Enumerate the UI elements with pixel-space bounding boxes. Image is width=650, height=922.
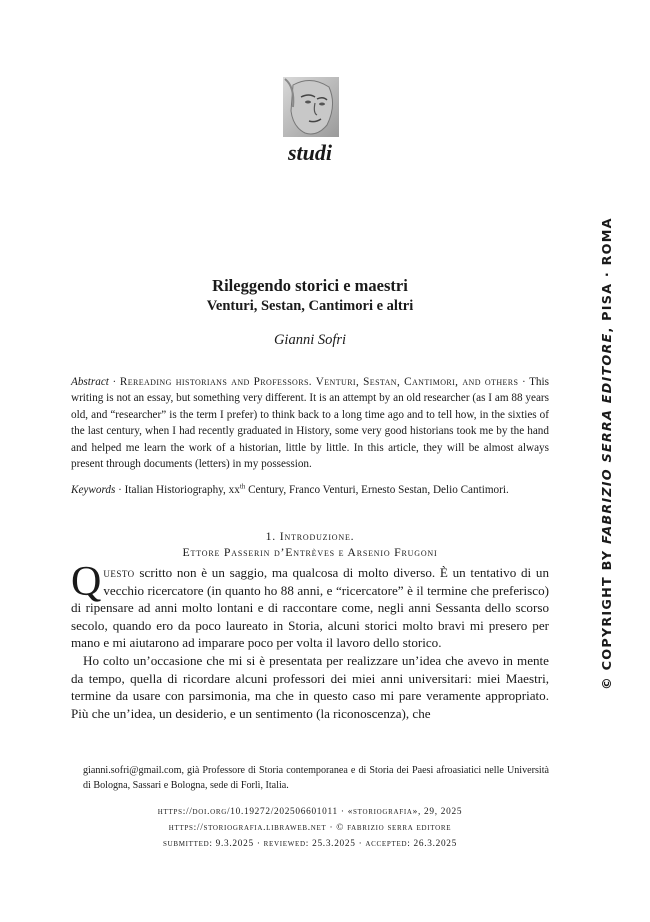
body-paragraph-1 (71, 559, 549, 652)
section-heading-title: Ettore Passerin d’Entrèves e Arsenio Frugoni (182, 545, 438, 559)
abstract-english-title: Rereading historians and Professors. Venturi, Sestan, Cantimori, and others (119, 376, 519, 388)
dates-line: submitted: 9.3.2025 · reviewed: 25.3.2025 · accepted: 26.3.2025 (163, 839, 457, 849)
keywords (71, 482, 549, 498)
keywords-label: Keywords (71, 484, 116, 496)
abstract-text: · This writing is not an essay, but something very different. It is an attempt by an old researcher (as I am 88 years old, and “researcher” is the term I prefer) to think back to a long time ago and to tell how, in the sixties of the last century, when I had recently graduated in History, some very good historians took me by the hand and helped me learn the work of a historian, little by little. In this article, they will be almost always present through documents (letters) in my possession. (71, 376, 549, 471)
website-line: https://storiografia.libraweb.net · © fabrizio serra editore (168, 823, 452, 833)
copyright-publisher: FABRIZIO SERRA EDITORE (600, 332, 615, 545)
body-paragraph-2: Ho colto un’occasione che mi si è presentata per realizzare un’idea che avevo in mente da tempo, quella di ricordare alcuni professori dei miei anni universitari: miei Maestri, termine da usare con parsimonia, ma che in questo caso mi pare veramente appropriato. Più che un’idea, un desiderio, e un sentimento (la riconoscenza), che (71, 652, 549, 721)
keywords-text-before: · Italian Historiography, xx (115, 484, 240, 496)
keywords-superscript: th (239, 482, 246, 491)
abstract-label: Abstract (71, 376, 109, 388)
copyright-notice (600, 210, 615, 690)
copyright-suffix: , PISA · ROMA (600, 217, 615, 333)
copyright-prefix: © COPYRIGHT BY (600, 544, 615, 690)
abstract (71, 374, 549, 472)
drop-cap: Q (71, 559, 102, 605)
footnote-text: gianni.sofri@gmail.com, già Professore di Storia contemporanea e di Storia dei Paesi afroasiatici nelle Università di Bologna, Sassari e Bologna, sede di Forlì, Italia. (83, 765, 549, 791)
article-body (71, 559, 549, 722)
section-label: studi (287, 140, 333, 165)
first-word: uesto (103, 565, 135, 580)
abstract-separator: · (108, 376, 120, 388)
author-footnote (71, 764, 549, 793)
section-heading-number: 1. Introduzione. (265, 529, 355, 543)
article-author: Gianni Sofri (273, 332, 347, 348)
keywords-text-after: Century, Franco Venturi, Ernesto Sestan, Delio Cantimori. (245, 484, 509, 496)
article-title: Rileggendo storici e maestri (212, 276, 408, 295)
doi-line: https://doi.org/10.19272/202506601011 · «storiografia», 29, 2025 (157, 807, 463, 817)
paragraph-1-text: scritto non è un saggio, ma qualcosa di molto diverso. È un tentativo di un vecchio ricercatore (in quanto ho 88 anni, e “ricercatore” è il termine che preferisco) di ripensare ad anni molto lontani e di raccontare come, negli anni Sessanta dello scorso secolo, quando ero da poco laureato in Storia, alcuni storici molto bravi mi presero per mano e mi aiutarono ad imparare poco per volta il lavoro dello storico. (71, 565, 549, 651)
statue-face-icon (283, 77, 339, 137)
article-subtitle: Venturi, Sestan, Cantimori e altri (206, 298, 414, 314)
